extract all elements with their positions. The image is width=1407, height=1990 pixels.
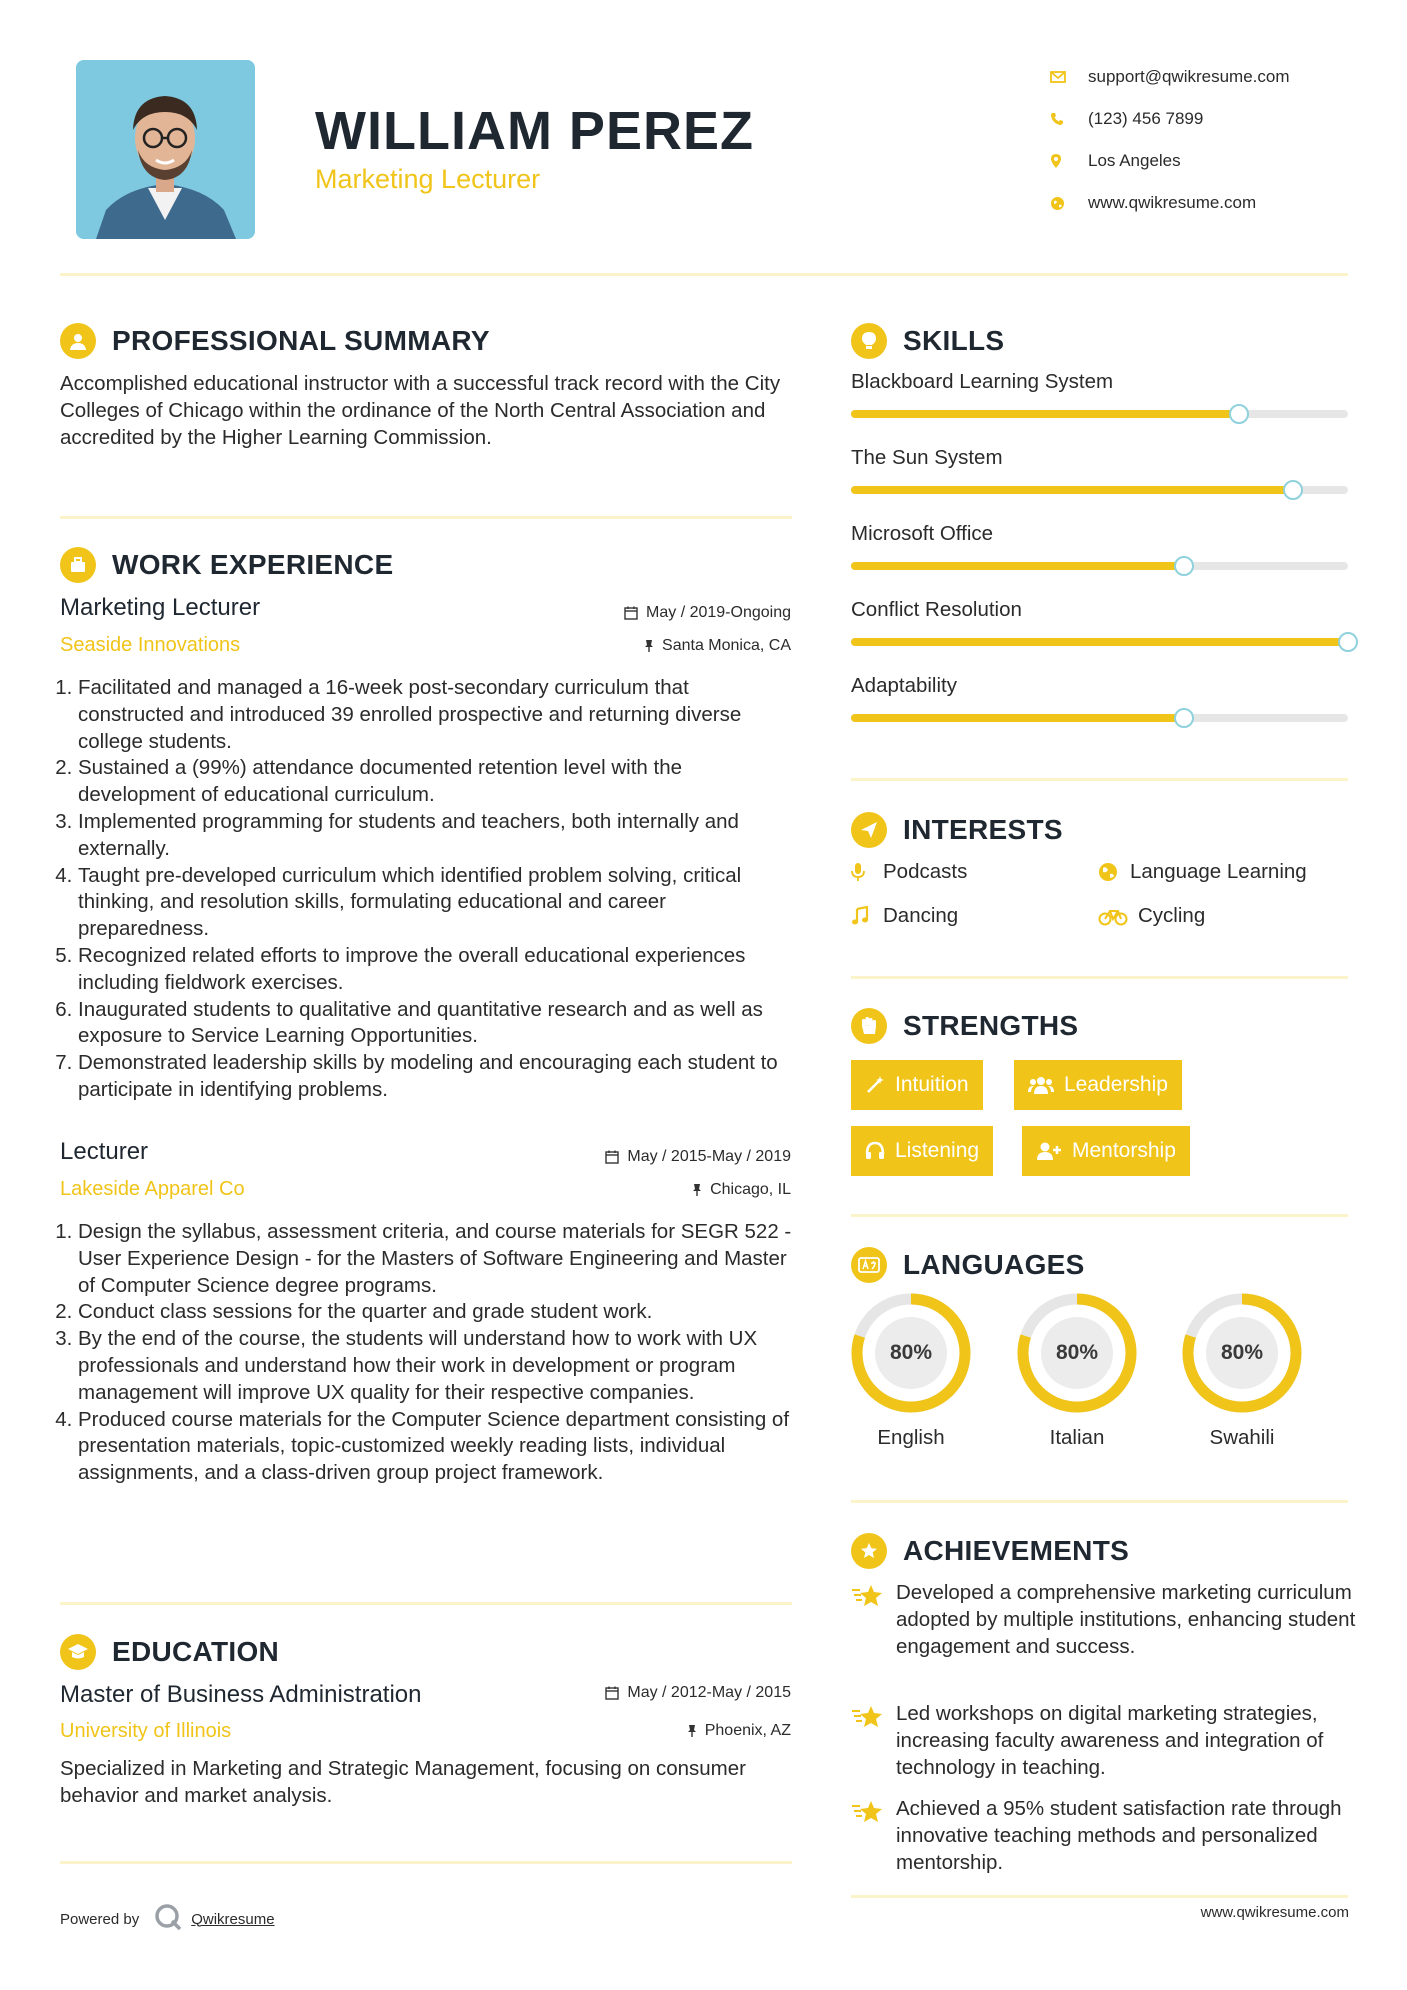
graduation-cap-icon xyxy=(60,1634,96,1670)
skill-level-fill xyxy=(851,486,1293,494)
interest-label: Podcasts xyxy=(883,860,968,883)
interests-divider xyxy=(851,976,1348,979)
skill-track xyxy=(851,410,1348,418)
education-date-text: May / 2012-May / 2015 xyxy=(627,1684,791,1701)
calendar-icon xyxy=(605,1686,619,1700)
skill-level-fill xyxy=(851,562,1184,570)
achievements-title: ACHIEVEMENTS xyxy=(903,1535,1130,1566)
education-school: University of Illinois xyxy=(60,1720,232,1742)
job-bullet: 5. Recognized related efforts to improve the overall educational experiences including fieldwork exercises. xyxy=(78,943,795,997)
achievement-text: Achieved a 95% student satisfaction rate through innovative teaching methods and personalized mentorship. xyxy=(896,1797,1342,1874)
job-company: Lakeside Apparel Co xyxy=(60,1178,245,1200)
language-item xyxy=(1181,1292,1303,1450)
job-location-text: Chicago, IL xyxy=(710,1181,791,1198)
achievement-text: Led workshops on digital marketing strategies, increasing faculty awareness and integration of technology in teaching. xyxy=(896,1702,1324,1779)
strength-chip xyxy=(1014,1060,1182,1110)
language-ring xyxy=(1181,1292,1303,1414)
skill-level-fill xyxy=(851,714,1184,722)
music-note-icon xyxy=(851,906,879,926)
interest-label: Language Learning xyxy=(1130,860,1307,883)
job-date xyxy=(500,1148,791,1166)
job-bullet: 7. Demonstrated leadership skills by modeling and encouraging each student to participate in identifying problems. xyxy=(78,1050,795,1104)
contact-phone[interactable] xyxy=(1050,98,1290,140)
strength-chip xyxy=(851,1126,993,1176)
job-bullet: 1. Design the syllabus, assessment criteria, and course materials for SEGR 522 - User Experience Design - for the Masters of Software Engineering and Master of Computer Science degree programs. xyxy=(78,1219,795,1299)
education-text: Specialized in Marketing and Strategic Management, focusing on consumer behavior and market analysis. xyxy=(60,1757,746,1807)
contact-website[interactable] xyxy=(1050,182,1290,224)
interest-item xyxy=(851,904,958,928)
language-icon xyxy=(851,1247,887,1283)
briefcase-icon xyxy=(60,547,96,583)
envelope-icon xyxy=(1050,71,1088,83)
achievements-heading xyxy=(851,1533,1129,1569)
strength-label: Mentorship xyxy=(1072,1139,1176,1162)
skill-item xyxy=(851,598,1348,646)
interests-title: INTERESTS xyxy=(903,814,1063,845)
skill-level-knob xyxy=(1283,480,1303,500)
strength-label: Intuition xyxy=(895,1073,969,1096)
skills-title: SKILLS xyxy=(903,325,1005,356)
skill-name: Conflict Resolution xyxy=(851,598,1022,621)
headphones-icon xyxy=(865,1141,885,1161)
job-bullet: 6. Inaugurated students to qualitative and quantitative research and as well as exposure to Service Learning Opportunities. xyxy=(78,997,795,1051)
strength-label: Leadership xyxy=(1064,1073,1168,1096)
language-ring xyxy=(1016,1292,1138,1414)
experience-divider xyxy=(60,1602,792,1605)
star-burst-icon xyxy=(851,1701,896,1781)
interest-item xyxy=(1098,860,1307,884)
powered-by xyxy=(60,1902,275,1936)
strength-label: Listening xyxy=(895,1139,980,1162)
language-percent: 80% xyxy=(889,1341,933,1364)
profile-photo xyxy=(76,60,255,239)
globe-icon xyxy=(1050,196,1088,211)
strengths-heading xyxy=(851,1008,1078,1044)
trophy-star-icon xyxy=(851,1533,887,1569)
experience-heading xyxy=(60,547,393,583)
education-location-text: Phoenix, AZ xyxy=(704,1722,791,1739)
paper-plane-icon xyxy=(851,812,887,848)
job-title: Marketing Lecturer xyxy=(60,594,261,621)
skill-level-fill xyxy=(851,410,1239,418)
skills-heading xyxy=(851,323,1004,359)
job-bullet: 2. Sustained a (99%) attendance documented retention level with the development of educational curriculum. xyxy=(78,755,795,809)
pushpin-icon xyxy=(687,1724,697,1738)
achievements-divider xyxy=(851,1895,1348,1898)
strength-chip xyxy=(1022,1126,1190,1176)
job-bullet: 3. By the end of the course, the students will understand how to work with UX professionals and understand how their work in development or program management will improve UX quality for their respective companies. xyxy=(78,1326,795,1406)
achievement-item xyxy=(851,1580,1361,1660)
education-divider xyxy=(60,1861,792,1864)
skill-name: The Sun System xyxy=(851,446,1003,469)
skill-track xyxy=(851,486,1348,494)
users-icon xyxy=(1028,1075,1054,1095)
raised-fist-icon xyxy=(851,1008,887,1044)
experience-title: WORK EXPERIENCE xyxy=(112,549,394,580)
microphone-icon xyxy=(851,862,879,882)
education-date xyxy=(500,1684,791,1702)
languages-title: LANGUAGES xyxy=(903,1249,1085,1280)
header-divider xyxy=(60,273,1348,276)
job-location-text: Santa Monica, CA xyxy=(662,637,791,654)
contact-phone-text: (123) 456 7899 xyxy=(1088,109,1204,128)
star-burst-icon xyxy=(851,1796,896,1876)
interest-label: Cycling xyxy=(1138,904,1206,927)
magic-wand-icon xyxy=(865,1075,885,1095)
skill-item xyxy=(851,446,1348,494)
contact-list xyxy=(1050,56,1290,224)
job-bullet: 4. Taught pre-developed curriculum which identified problem solving, critical thinking, and resolution skills, formulating educational and career preparedness. xyxy=(78,863,795,943)
language-name: Swahili xyxy=(1209,1426,1275,1449)
strengths-title: STRENGTHS xyxy=(903,1010,1079,1041)
education-heading xyxy=(60,1634,279,1670)
job-company: Seaside Innovations xyxy=(60,634,241,656)
education-location xyxy=(500,1722,791,1740)
job-bullet: 4. Produced course materials for the Computer Science department consisting of presentation materials, topic-customized weekly reading lists, individual assignments, and a class-driven group project framework. xyxy=(78,1407,795,1487)
user-plus-icon xyxy=(1036,1141,1062,1161)
skill-name: Microsoft Office xyxy=(851,522,994,545)
strength-chip xyxy=(851,1060,983,1110)
skill-item xyxy=(851,522,1348,570)
language-name: English xyxy=(877,1426,945,1449)
candidate-role: Marketing Lecturer xyxy=(315,164,541,194)
qwikresume-link[interactable]: Qwikresume xyxy=(191,1910,275,1928)
language-item xyxy=(1016,1292,1138,1450)
education-title: EDUCATION xyxy=(112,1636,280,1667)
interests-heading xyxy=(851,812,1063,848)
education-degree: Master of Business Administration xyxy=(60,1681,422,1708)
interest-label: Dancing xyxy=(883,904,959,927)
globe-icon xyxy=(1098,862,1126,882)
language-percent: 80% xyxy=(1220,1341,1264,1364)
skill-name: Blackboard Learning System xyxy=(851,370,1114,393)
job-title: Lecturer xyxy=(60,1138,149,1165)
contact-location-text: Los Angeles xyxy=(1088,151,1181,170)
summary-title: PROFESSIONAL SUMMARY xyxy=(112,325,490,356)
calendar-icon xyxy=(624,606,638,620)
language-name: Italian xyxy=(1049,1426,1105,1449)
candidate-name: WILLIAM PEREZ xyxy=(315,101,754,161)
job-location xyxy=(500,637,791,655)
location-pin-icon xyxy=(1050,153,1088,169)
star-burst-icon xyxy=(851,1580,896,1660)
skill-track xyxy=(851,638,1348,646)
skill-track xyxy=(851,562,1348,570)
languages-divider xyxy=(851,1500,1348,1503)
language-percent: 80% xyxy=(1055,1341,1099,1364)
skill-track xyxy=(851,714,1348,722)
contact-email-text: support@qwikresume.com xyxy=(1088,67,1290,86)
skill-level-knob xyxy=(1174,708,1194,728)
qwikresume-logo-icon xyxy=(153,1902,183,1936)
language-item xyxy=(850,1292,972,1450)
job-location xyxy=(500,1181,791,1199)
footer-url[interactable]: www.qwikresume.com xyxy=(1200,1904,1349,1921)
job-date xyxy=(500,604,791,622)
skill-name: Adaptability xyxy=(851,674,957,697)
job-bullet: 3. Implemented programming for students and teachers, both internally and externally. xyxy=(78,809,795,863)
skill-item xyxy=(851,370,1348,418)
interest-item xyxy=(851,860,967,884)
achievement-item xyxy=(851,1796,1361,1876)
job-bullet: 2. Conduct class sessions for the quarter and grade student work. xyxy=(78,1299,795,1326)
job-date-text: May / 2019-Ongoing xyxy=(646,604,791,621)
phone-icon xyxy=(1050,112,1088,126)
pushpin-icon xyxy=(644,639,654,653)
contact-website-text: www.qwikresume.com xyxy=(1088,193,1257,212)
summary-heading xyxy=(60,323,490,359)
job-bullets xyxy=(60,1219,795,1487)
user-icon xyxy=(60,323,96,359)
pushpin-icon xyxy=(692,1183,702,1197)
lightbulb-icon xyxy=(851,323,887,359)
skill-level-knob xyxy=(1229,404,1249,424)
summary-text: Accomplished educational instructor with a successful track record with the City Colleges of Chicago within the ordinance of the North Central Association and accredited by the Higher Learning Commission. xyxy=(60,372,781,449)
powered-by-label: Powered by xyxy=(60,1910,140,1928)
skill-level-knob xyxy=(1174,556,1194,576)
skill-level-fill xyxy=(851,638,1348,646)
calendar-icon xyxy=(605,1150,619,1164)
skill-item xyxy=(851,674,1348,722)
interest-item xyxy=(1098,904,1205,928)
job-date-text: May / 2015-May / 2019 xyxy=(627,1148,791,1165)
achievement-text: Developed a comprehensive marketing curriculum adopted by multiple institutions, enhancing student engagement and success. xyxy=(896,1581,1356,1658)
summary-divider xyxy=(60,516,792,519)
languages-heading xyxy=(851,1247,1085,1283)
bicycle-icon xyxy=(1098,906,1134,926)
strengths-divider xyxy=(851,1214,1348,1217)
job-bullets xyxy=(60,675,795,1104)
skills-divider xyxy=(851,778,1348,781)
contact-email[interactable] xyxy=(1050,56,1290,98)
job-bullet: 1. Facilitated and managed a 16-week post-secondary curriculum that constructed and introduced 39 enrolled prospective and returning diverse college students. xyxy=(78,675,795,755)
contact-location xyxy=(1050,140,1290,182)
achievement-item xyxy=(851,1701,1361,1781)
skill-level-knob xyxy=(1338,632,1358,652)
language-ring xyxy=(850,1292,972,1414)
